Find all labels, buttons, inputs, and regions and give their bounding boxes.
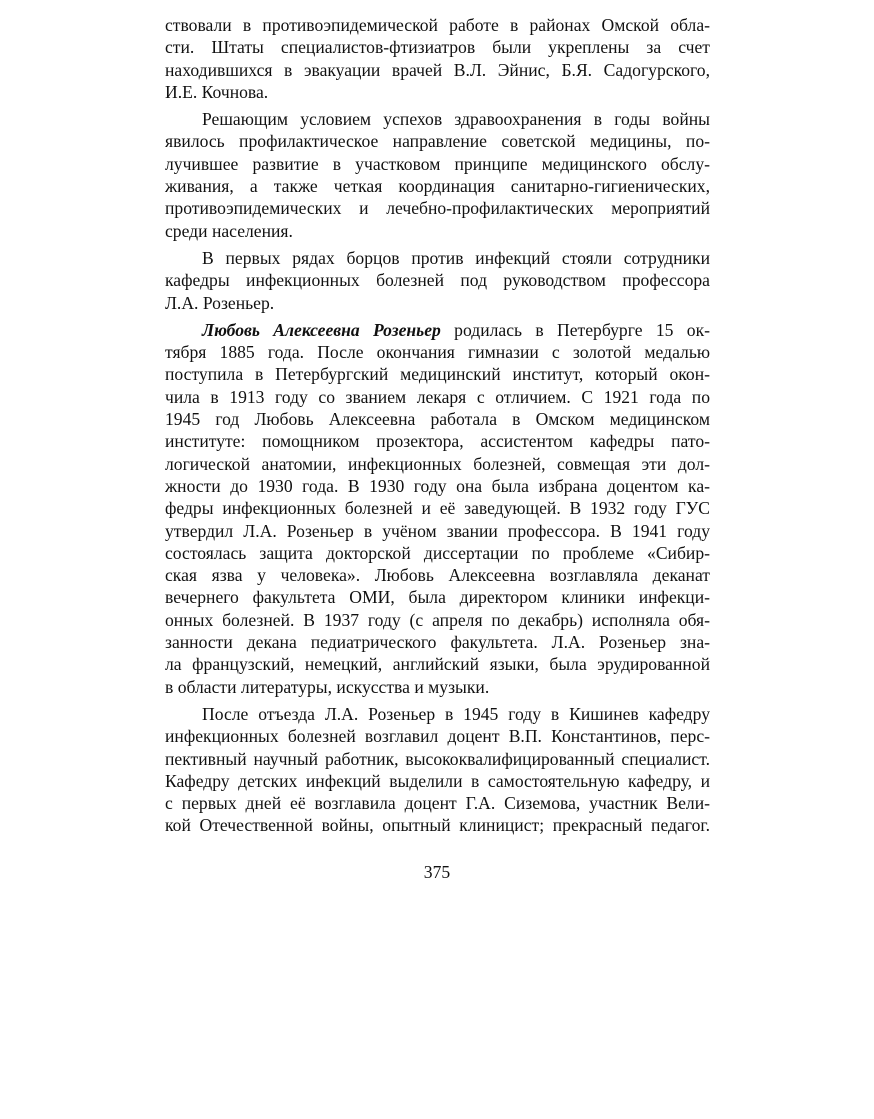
text-line: с первых дней её возглавила доцент Г.А. Сиземова, участник Вели- [165,793,710,814]
paragraph-2 [165,108,710,242]
text-line: 1945 год Любовь Алексеевна работала в Омском медицинском [165,409,710,430]
text-line: среди населения. [165,220,293,241]
text-line: находившихся в эвакуации врачей В.Л. Эйнис, Б.Я. Садогурского, [165,59,710,80]
text-line: После отъезда Л.А. Розеньер в 1945 году в Кишинев кафедру [202,703,710,724]
text-line: онных болезней. В 1937 году (с апреля по декабрь) исполняла обя- [165,609,710,630]
text-line: инфекционных болезней возглавил доцент В.П. Константинов, перс- [165,726,710,747]
text-line: ская язва у человека». Любовь Алексеевна возглавляла деканат [165,565,710,586]
text-line: утвердил Л.А. Розеньер в учёном звании профессора. В 1941 году [165,520,710,541]
text-line: Решающим условием успехов здравоохранения в годы войны [202,109,710,130]
text-line: сти. Штаты специалистов-фтизиатров были укреплены за счет [165,37,710,58]
text-line: жности до 1930 года. В 1930 году она была избрана доцентом ка- [165,475,710,496]
text-line: занности декана педиатрического факультета. Л.А. Розеньер зна- [165,632,710,653]
text-line: Кафедру детских инфекций выделили в самостоятельную кафедру, и [165,770,710,791]
text-line: федры инфекционных болезней и её заведующей. В 1932 году ГУС [165,498,710,519]
text-line: логической анатомии, инфекционных болезней, совмещая эти дол- [165,453,710,474]
text-line: вечернего факультета ОМИ, была директором клиники инфекци- [165,587,710,608]
paragraph-1 [165,14,710,103]
text-line-with-name [165,319,710,341]
text-line: пективный научный работник, высококвалифицированный специалист. [165,748,710,769]
person-name: Любовь Алексеевна Розеньер [202,319,441,340]
page-body [165,14,710,837]
paragraph-4 [165,319,710,698]
text-line: кой Отечественной войны, опытный клиницист; прекрасный педагог. [165,815,710,836]
text-line: противоэпидемических и лечебно-профилактических мероприятий [165,198,710,219]
text-line: явилось профилактическое направление советской медицины, по- [165,131,710,152]
text-line: состоялась защита докторской диссертации по проблеме «Сибир- [165,542,710,563]
text-line: чила в 1913 году со званием лекаря с отличием. С 1921 года по [165,386,710,407]
paragraph-3 [165,247,710,314]
text-fragment: родилась в Петербурге 15 ок- [440,319,710,340]
paragraph-5 [165,703,710,837]
text-line: И.Е. Кочнова. [165,81,269,102]
text-line: ла французский, немецкий, английский языки, была эрудированной [165,654,710,675]
text-line: В первых рядах борцов против инфекций стояли сотрудники [202,247,710,268]
text-line: поступила в Петербургский медицинский институт, который окон- [165,364,710,385]
text-line: в области литературы, искусства и музыки. [165,676,490,697]
text-line: институте: помощником прозектора, ассистентом кафедры пато- [165,431,710,452]
text-line: Л.А. Розеньер. [165,292,275,313]
text-line: кафедры инфекционных болезней под руководством профессора [165,270,710,291]
text-line: ствовали в противоэпидемической работе в районах Омской обла- [165,15,710,35]
page-number: 375 [423,862,451,882]
text-line: живания, а также четкая координация санитарно-гигиенических, [165,176,710,197]
text-line: тября 1885 года. После окончания гимназии с золотой медалью [165,342,710,363]
text-line: лучившее развитие в участковом принципе медицинского обслу- [165,153,710,174]
